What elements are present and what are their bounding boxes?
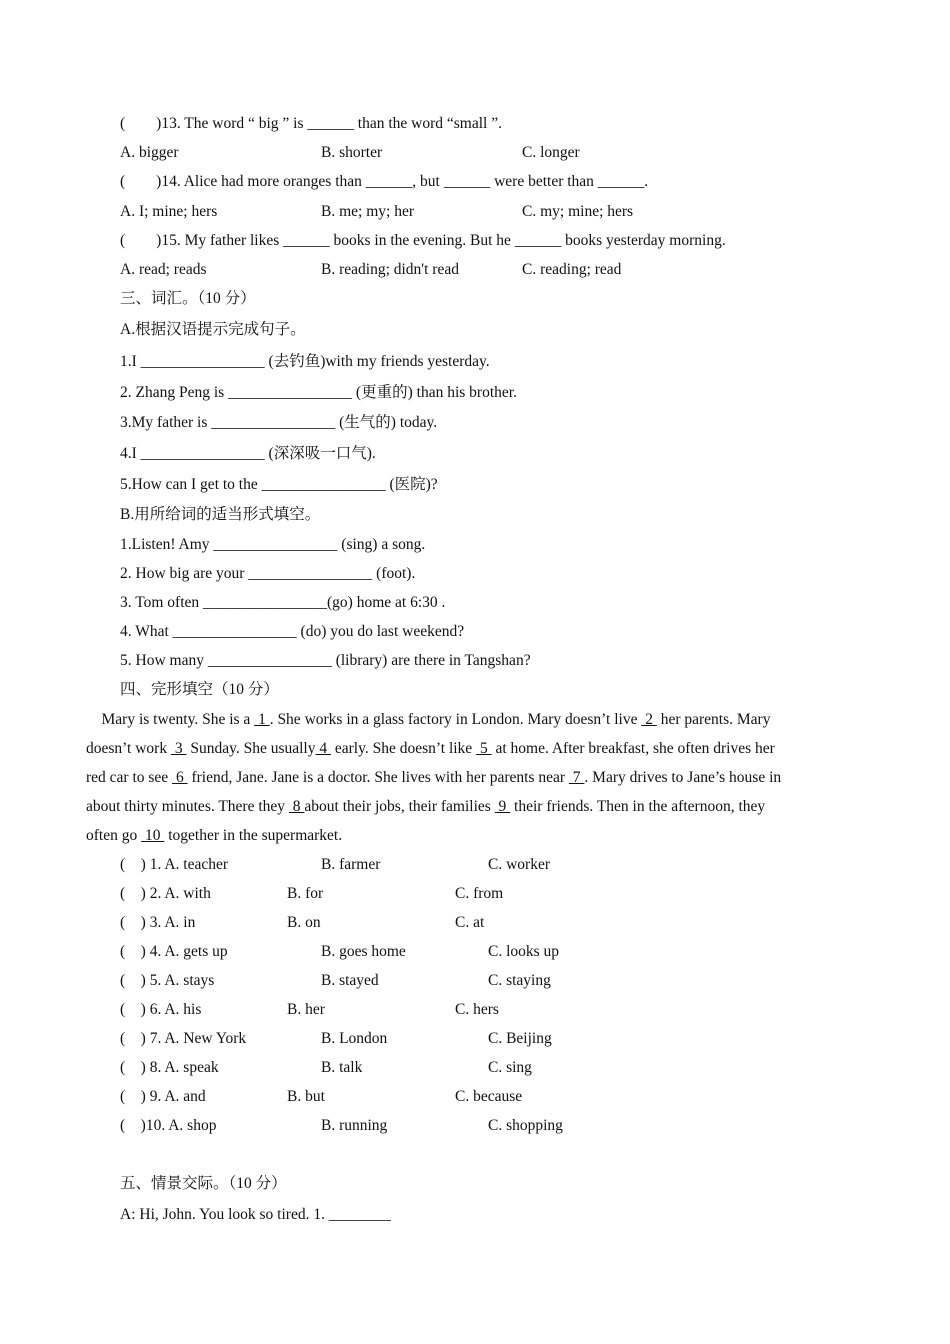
blank-4: 4	[315, 740, 331, 757]
blank-8: 8	[288, 798, 305, 815]
cloze-q7-option-c: C. Beijing	[488, 1030, 552, 1047]
cloze-paragraph-line-2: doesn’t work 3 Sunday. She usually 4 early. She doesn’t like 5 at home. After breakfast, she often drives her	[86, 740, 775, 757]
cloze-q7: ( ) 7. A. New York	[120, 1030, 247, 1047]
q15-option-a: A. read; reads	[120, 261, 207, 278]
q15-option-b: B. reading; didn't read	[321, 261, 459, 278]
vocab-a-item-2: 2. Zhang Peng is ________________ (更重的) than his brother.	[120, 384, 517, 401]
blank-5: 5	[476, 740, 492, 757]
blank-7: 7	[568, 769, 585, 786]
vocab-b-item-4: 4. What ________________ (do) you do last weekend?	[120, 623, 465, 640]
section-3-title: 三、词汇。（10 分）	[120, 290, 256, 307]
cloze-paragraph-line-5: often go 10 together in the supermarket.	[86, 827, 343, 844]
cloze-q1: ( ) 1. A. teacher	[120, 856, 229, 873]
cloze-q9-option-b: B. but	[287, 1088, 325, 1105]
cloze-q2: ( ) 2. A. with	[120, 885, 211, 902]
cloze-q3-option-b: B. on	[287, 914, 321, 931]
vocab-b-item-1: 1.Listen! Amy ________________ (sing) a song.	[120, 536, 426, 553]
cloze-q2-option-c: C. from	[455, 885, 504, 902]
vocab-a-item-4: 4.I ________________ (深深吸一口气).	[120, 445, 376, 462]
section-3-part-a: A.根据汉语提示完成句子。	[120, 321, 306, 338]
vocab-a-item-3: 3.My father is ________________ (生气的) today.	[120, 414, 438, 431]
blank-1: 1	[254, 711, 270, 728]
cloze-q4-option-b: B. goes home	[321, 943, 406, 960]
q14-option-b: B. me; my; her	[321, 203, 414, 220]
blank-6: 6	[172, 769, 188, 786]
q14-option-a: A. I; mine; hers	[120, 203, 218, 220]
section-4-title: 四、完形填空（10 分）	[120, 681, 279, 698]
cloze-q4-option-c: C. looks up	[488, 943, 560, 960]
cloze-q1-option-c: C. worker	[488, 856, 550, 873]
q14-option-c: C. my; mine; hers	[522, 203, 634, 220]
cloze-q6: ( ) 6. A. his	[120, 1001, 202, 1018]
cloze-q8-option-b: B. talk	[321, 1059, 363, 1076]
cloze-q3-option-c: C. at	[455, 914, 485, 931]
question-13: ( )13. The word “ big ” is ______ than the word “small ”.	[120, 115, 502, 132]
cloze-paragraph-line-4: about thirty minutes. There they 8 about their jobs, their families 9 their friends. Then in the afternoon, they	[86, 798, 766, 815]
cloze-paragraph-line-1: Mary is twenty. She is a 1 . She works in a glass factory in London. Mary doesn’t live 2 her parents. Mary	[86, 711, 771, 728]
question-15: ( )15. My father likes ______ books in the evening. But he ______ books yesterday morning.	[120, 232, 726, 249]
cloze-q2-option-b: B. for	[287, 885, 324, 902]
blank-2: 2	[641, 711, 657, 728]
cloze-q8-option-c: C. sing	[488, 1059, 532, 1076]
section-3-part-b: B.用所给词的适当形式填空。	[120, 506, 321, 523]
q15-option-c: C. reading; read	[522, 261, 622, 278]
cloze-q1-option-b: B. farmer	[321, 856, 381, 873]
vocab-a-item-1: 1.I ________________ (去钓鱼)with my friends yesterday.	[120, 353, 490, 370]
question-14: ( )14. Alice had more oranges than ______, but ______ were better than ______.	[120, 173, 649, 190]
section-5-title: 五、情景交际。（10 分）	[120, 1175, 287, 1192]
cloze-q3: ( ) 3. A. in	[120, 914, 196, 931]
q13-option-b: B. shorter	[321, 144, 383, 161]
vocab-b-item-2: 2. How big are your ________________ (foot).	[120, 565, 416, 582]
cloze-q10-option-c: C. shopping	[488, 1117, 563, 1134]
cloze-paragraph-line-3: red car to see 6 friend, Jane. Jane is a doctor. She lives with her parents near 7 . Mary drives to Jane’s house in	[86, 769, 782, 786]
cloze-q5: ( ) 5. A. stays	[120, 972, 215, 989]
cloze-q8: ( ) 8. A. speak	[120, 1059, 219, 1076]
vocab-b-item-5: 5. How many ________________ (library) are there in Tangshan?	[120, 652, 531, 669]
blank-9: 9	[494, 798, 511, 815]
blank-3: 3	[170, 740, 187, 757]
vocab-a-item-5: 5.How can I get to the ________________ (医院)?	[120, 476, 438, 493]
cloze-q4: ( ) 4. A. gets up	[120, 943, 228, 960]
q13-option-a: A. bigger	[120, 144, 179, 161]
cloze-q5-option-b: B. stayed	[321, 972, 379, 989]
blank-10: 10	[141, 827, 165, 844]
cloze-q5-option-c: C. staying	[488, 972, 551, 989]
q13-option-c: C. longer	[522, 144, 580, 161]
vocab-b-item-3: 3. Tom often ________________(go) home at 6:30 .	[120, 594, 446, 611]
cloze-q9-option-c: C. because	[455, 1088, 523, 1105]
cloze-q6-option-b: B. her	[287, 1001, 325, 1018]
cloze-q10-option-b: B. running	[321, 1117, 388, 1134]
cloze-q6-option-c: C. hers	[455, 1001, 499, 1018]
dialogue-line-1: A: Hi, John. You look so tired. 1. ________	[120, 1206, 391, 1223]
cloze-q10: ( )10. A. shop	[120, 1117, 217, 1134]
cloze-q7-option-b: B. London	[321, 1030, 388, 1047]
cloze-q9: ( ) 9. A. and	[120, 1088, 206, 1105]
